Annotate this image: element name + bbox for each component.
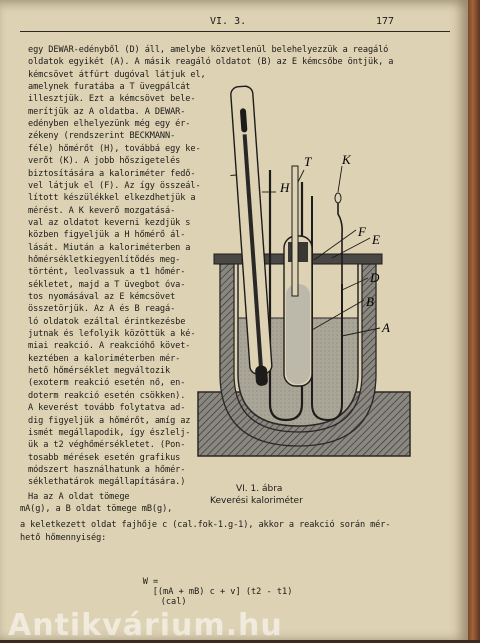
text-line: Ha az A oldat tömege [28,491,129,503]
text-line: vel látjuk el (F). Az így összeál- [28,180,201,192]
text-line: egy DEWAR-edényből (D) áll, amelybe közvetlenül belehelyezzük a reagáló [28,44,388,56]
formula-lhs: W = [143,577,159,587]
page-header [0,12,468,32]
text-line: lását. Miután a kaloriméterben a [28,242,190,254]
figure-caption-title: Keverési kaloriméter [210,496,303,506]
watermark: Antikvárium.hu [8,608,283,643]
text-line: a keletkezett oldat fajhője c (cal.fok-1.g-1), akkor a reakció során mér- [20,519,390,531]
formula-unit: (cal) [161,597,187,607]
text-line: tos nyomásával az E kémcsövet [28,291,175,303]
text-line: sékletet, majd a T üvegbot óva- [28,279,185,291]
label-t: T [304,154,312,169]
text-line: edényben elhelyezünk még egy ér- [28,118,190,130]
liquid-b [286,284,310,384]
header-rule [20,31,450,32]
figure-caption-number: VI. 1. ábra [236,484,282,494]
text-line: történt, leolvassuk a t1 hőmér- [28,266,185,278]
text-line: hető hőmérséklet megváltozik [28,365,170,377]
label-h: H [279,180,290,195]
stirrer-k-wire [338,202,342,284]
text-line: hőmérsékletkiegyenlítődés meg- [28,254,180,266]
label-b: B [366,294,374,309]
text-line: ismét megállapodik, így észlelj- [28,427,190,439]
book-spine [468,0,480,640]
stirrer-k-knob [335,193,341,203]
text-line: oldatok egyikét (A). A másik reagáló oldatot (B) az E kémcsőbe öntjük, a [28,56,393,68]
text-line: módszert használhatunk a hőmér- [28,464,185,476]
text-line: (exoterm reakció esetén nő, en- [28,377,185,389]
text-line: miai reakció. A reakcióhő követ- [28,340,190,352]
chapter-number: VI. 3. [210,16,246,27]
text-line: A keverést tovább folytatva ad- [28,402,185,414]
text-line: séklethatárok megállapítására.) [28,476,185,488]
text-line: keztében a kaloriméterben mér- [28,353,180,365]
label-k: K [341,152,352,167]
text-line: val az oldatot keverni kezdjük s [28,217,190,229]
text-line: amelynek furatába a T üvegpálcát [28,81,190,93]
glass-rod-t [292,166,298,296]
calorimeter-figure [192,74,418,480]
label-f: F [357,224,367,239]
text-line: mérést. A K keverő mozgatásá- [28,205,175,217]
text-line: kémcsövet átfúrt dugóval látjuk el, [28,69,206,81]
text-line: mA(g), a B oldat tömege mB(g), [20,503,172,515]
label-a: A [381,320,390,335]
text-line: tosabb mérések esetén grafikus [28,452,180,464]
text-line: zékeny (rendszerint BECKMANN- [28,130,175,142]
text-line: hető hőmennyiség: [20,532,106,544]
label-e: E [371,232,380,247]
text-line: illesztjük. Ezt a kémcsövet bele- [28,93,195,105]
text-line: doterm reakció esetén csökken). [28,390,185,402]
text-line: biztosítására a kaloriméter fedő- [28,168,195,180]
formula-rhs: [(mA + mB) c + v] (t2 - t1) [153,587,293,597]
label-d: D [369,270,380,285]
page-number: 177 [376,16,394,27]
text-line: féle) hőmérőt (H), továbbá egy ke- [28,143,201,155]
text-line: összetörjük. Az A és B reagá- [28,303,175,315]
text-line: jutnak és lefolyik közöttük a ké- [28,328,195,340]
text-line: közben figyeljük a H hőmérő ál- [28,229,185,241]
text-line: ló oldatok ezáltal érintkezésbe [28,316,185,328]
text-line: merítjük az A oldatba. A DEWAR- [28,106,185,118]
text-line: ük a t2 véghőmérsékletet. (Pon- [28,439,185,451]
text-line: verőt (K). A jobb hőszigetelés [28,155,180,167]
text-line: dig figyeljük a hőmérőt, amíg az [28,415,190,427]
text-line: lított készülékkel elkezdhetjük a [28,192,195,204]
